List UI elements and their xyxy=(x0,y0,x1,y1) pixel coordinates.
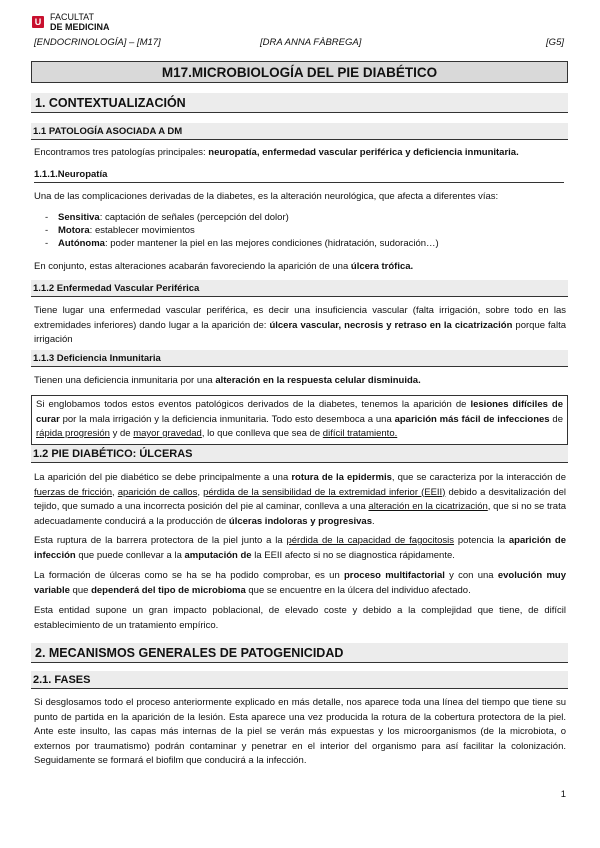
section-2-1-heading: 2.1. FASES xyxy=(31,671,568,689)
header-teacher: [DRA ANNA FÀBREGA] xyxy=(260,37,362,48)
summary-box: Si englobamos todos estos eventos patológicos derivados de la diabetes, tenemos la aparición de lesiones difíciles de curar por la mala irrigación y la deficiencia inmunitaria. Todo esto desemboca a una aparición más fácil de infecciones de rápida progresión y de mayor gravedad, lo que conlleva que sea de difícil tratamiento. xyxy=(31,395,568,445)
section-1-1-heading: 1.1 PATOLOGÍA ASOCIADA A DM xyxy=(31,123,568,140)
ulcers-paragraph-3: La formación de úlceras como se ha se ha podido comprobar, es un proceso multifactorial y con una evolución muy variable que dependerá del tipo de microbioma que se encuentre en la úlcera del individuo afectado. xyxy=(34,570,566,596)
header-subject: [ENDOCRINOLOGÍA] – [M17] xyxy=(34,37,161,48)
university-logo-icon: U xyxy=(32,16,44,28)
section-1-heading: 1. CONTEXTUALIZACIÓN xyxy=(31,93,568,113)
logo-line2: DE MEDICINA xyxy=(50,22,110,32)
ulcers-paragraph-4: Esta entidad supone un gran impacto poblacional, de elevado coste y debido a la complejidad que tiene, de difícil establecimiento de un tratamiento empírico. xyxy=(34,605,566,631)
list-item: - Autónoma: poder mantener la piel en las mejores condiciones (hidratación, sudoración…) xyxy=(58,237,439,250)
phases-paragraph: Si desglosamos todo el proceso anteriormente explicado en más detalle, nos aparece toda una línea del tiempo que tiene su punto de partida en la aparición de la lesión. Esta aparece una vez producida la rotura de la cobertura protectora de la piel. Ante este insulto, las capas más internas de la piel se verán más expuestas y los microorganismos (de la microbiota, o externos por traumatismo) podrán contaminar y penetrar en el interior del organismo para así facilitar la colonización. Seguidamente se formará el biofilm que conducirá a la infección. xyxy=(34,697,566,766)
vascular-paragraph: Tiene lugar una enfermedad vascular periférica, es decir una insuficiencia vascular (falta irrigación, sobre todo en las extremidades inferiores) dando lugar a la aparición de: úlcera vascular, necrosis y retraso en la cicatrización porque falta irrigación xyxy=(34,305,566,345)
logo-text xyxy=(50,12,110,32)
page-number: 1 xyxy=(560,789,566,800)
header-group: [G5] xyxy=(546,37,564,48)
list-item: - Motora: establecer movimientos xyxy=(58,224,439,237)
neuropathy-paragraph: Una de las complicaciones derivadas de la diabetes, es la alteración neurológica, que afecta a diferentes vías: xyxy=(34,191,499,202)
section-1-1-2-heading: 1.1.2 Enfermedad Vascular Periférica xyxy=(31,280,568,297)
intro-paragraph: Encontramos tres patologías principales: neuropatía, enfermedad vascular periférica y deficiencia inmunitaria. xyxy=(34,147,519,158)
section-1-1-3-heading: 1.1.3 Deficiencia Inmunitaria xyxy=(31,350,568,367)
neuropathy-list xyxy=(58,211,439,250)
ulcers-paragraph-2: Esta ruptura de la barrera protectora de la piel junto a la pérdida de la capacidad de fagocitosis potencia la aparición de infección que puede conllevar a la amputación de la EEII afecto si no se diagnostica rápidamente. xyxy=(34,535,567,561)
logo-line1: FACULTAT xyxy=(50,12,95,22)
ulcers-paragraph-1: La aparición del pie diabético se debe principalmente a una rotura de la epidermis, que se caracteriza por la interacción de fuerzas de fricción, aparición de callos, pérdida de la sensibilidad de la extremidad inferior (EEII) debido a desvitalización del tejido, que sumado a una incorrecta posición del pie al caminar, conlleva a una alteración en la cicatrización, que si no se trata adecuadamente conducirá a la producción de úlceras indoloras y progresivas. xyxy=(34,472,566,527)
section-1-2-heading: 1.2 PIE DIABÉTICO: ÚLCERAS xyxy=(31,445,568,463)
list-item: - Sensitiva: captación de señales (percepción del dolor) xyxy=(58,211,439,224)
page-title: M17.MICROBIOLOGÍA DEL PIE DIABÉTICO xyxy=(31,61,568,83)
neuropathy-conclusion: En conjunto, estas alteraciones acabarán favoreciendo la aparición de una úlcera trófica. xyxy=(34,261,414,272)
section-2-heading: 2. MECANISMOS GENERALES DE PATOGENICIDAD xyxy=(31,643,568,663)
section-1-1-1-heading: 1.1.1.Neuropatía xyxy=(34,169,564,183)
faculty-logo xyxy=(32,12,110,32)
immune-paragraph: Tienen una deficiencia inmunitaria por una alteración en la respuesta celular disminuida. xyxy=(34,375,421,386)
